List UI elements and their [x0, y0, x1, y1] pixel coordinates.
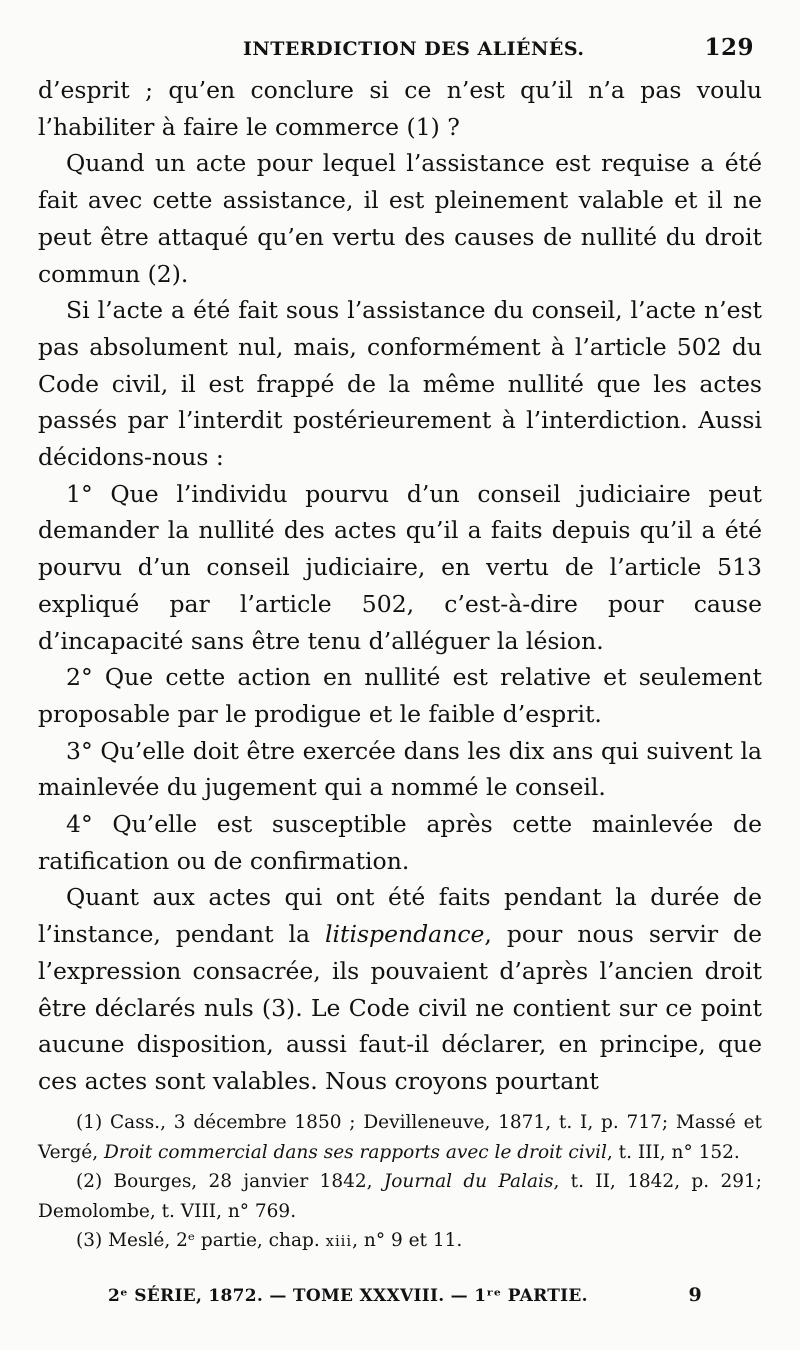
paragraph-4: 1° Que l’individu pourvu d’un conseil judiciaire peut demander la nullité des actes qu’il a faits depuis qu’il a été pourvu d’un conseil judiciaire, en vertu de l’article 513 expliqué par l’article 502, c’est-à-dire pour cause d’incapacité sans être tenu d’alléguer la lésion.: [38, 479, 762, 655]
footnote-2: [38, 1167, 762, 1226]
footnote-3-start: (3) Meslé, 2ᵉ partie, chap.: [76, 1230, 326, 1251]
footnotes: [38, 1108, 762, 1257]
footnote-2-italic: Journal du Palais: [383, 1171, 554, 1192]
body-text: [38, 72, 762, 1100]
paragraph-1: d’esprit ; qu’en conclure si ce n’est qu’il n’a pas voulu l’habiliter à faire le commerce (1) ?: [38, 76, 762, 141]
footnote-1: [38, 1108, 762, 1167]
paragraph-8-end: , pour nous servir de l’expression consacrée, ils pouvaient d’après l’ancien droit être déclarés nuls (3). Le Code civil ne contient sur ce point aucune disposition, aussi faut-il déclarer, en principe, que ces actes sont valables. Nous croyons pourtant: [38, 920, 762, 1095]
paragraph-3: Si l’acte a été fait sous l’assistance du conseil, l’acte n’est pas absolument nul, mais, conformément à l’article 502 du Code civil, il est frappé de la même nullité que les actes passés par l’interdit postérieurement à l’interdiction. Aussi décidons-nous :: [38, 296, 762, 472]
paragraph-8-start: Quant aux actes qui ont été faits pendant la durée de l’instance, pendant la: [38, 883, 762, 949]
footnote-3-smallcaps: xiii: [325, 1233, 353, 1250]
paragraph-8: [38, 879, 762, 1099]
printer-signature: [108, 1286, 748, 1306]
footnote-1-italic: Droit commercial dans ses rapports avec le droit civil: [104, 1141, 607, 1163]
paragraph-7: 4° Qu’elle est susceptible après cette mainlevée de ratification ou de confirmation.: [38, 810, 762, 875]
footnote-1-start: (1) Cass., 3 décembre 1850 ; Devilleneuve, 1871, t. I, p. 717; Massé et Vergé,: [38, 1112, 762, 1163]
footnote-3-end: , n° 9 et 11.: [352, 1230, 463, 1251]
book-page: [38, 30, 762, 1100]
paragraph-6: 3° Qu’elle doit être exercée dans les dix ans qui suivent la mainlevée du jugement qui a nommé le conseil.: [38, 736, 762, 802]
paragraph-5: 2° Que cette action en nullité est relative et seulement proposable par le prodigue et le faible d’esprit.: [38, 663, 762, 728]
paragraph-2: Quand un acte pour lequel l’assistance est requise a été fait avec cette assistance, il est pleinement valable et il ne peut être attaqué qu’en vertu des causes de nullité du droit commun (2).: [38, 149, 762, 288]
footnote-3: [38, 1226, 762, 1257]
running-title: INTERDICTION DES ALIÉNÉS.: [243, 38, 585, 60]
footnote-2-end: , t. II, 1842, p. 291; Demolombe, t. VIII, n° 769.: [38, 1171, 762, 1222]
running-header: [38, 30, 762, 70]
page-number: 129: [704, 34, 754, 61]
footnote-2-start: (2) Bourges, 28 janvier 1842,: [76, 1171, 384, 1192]
sheet-number: 9: [688, 1284, 702, 1306]
series-line: 2ᵉ SÉRIE, 1872. — TOME XXXVIII. — 1ʳᵉ PARTIE.: [108, 1286, 588, 1306]
footnote-1-end: , t. III, n° 152.: [606, 1141, 740, 1163]
paragraph-8-italic: litispendance: [325, 920, 485, 949]
